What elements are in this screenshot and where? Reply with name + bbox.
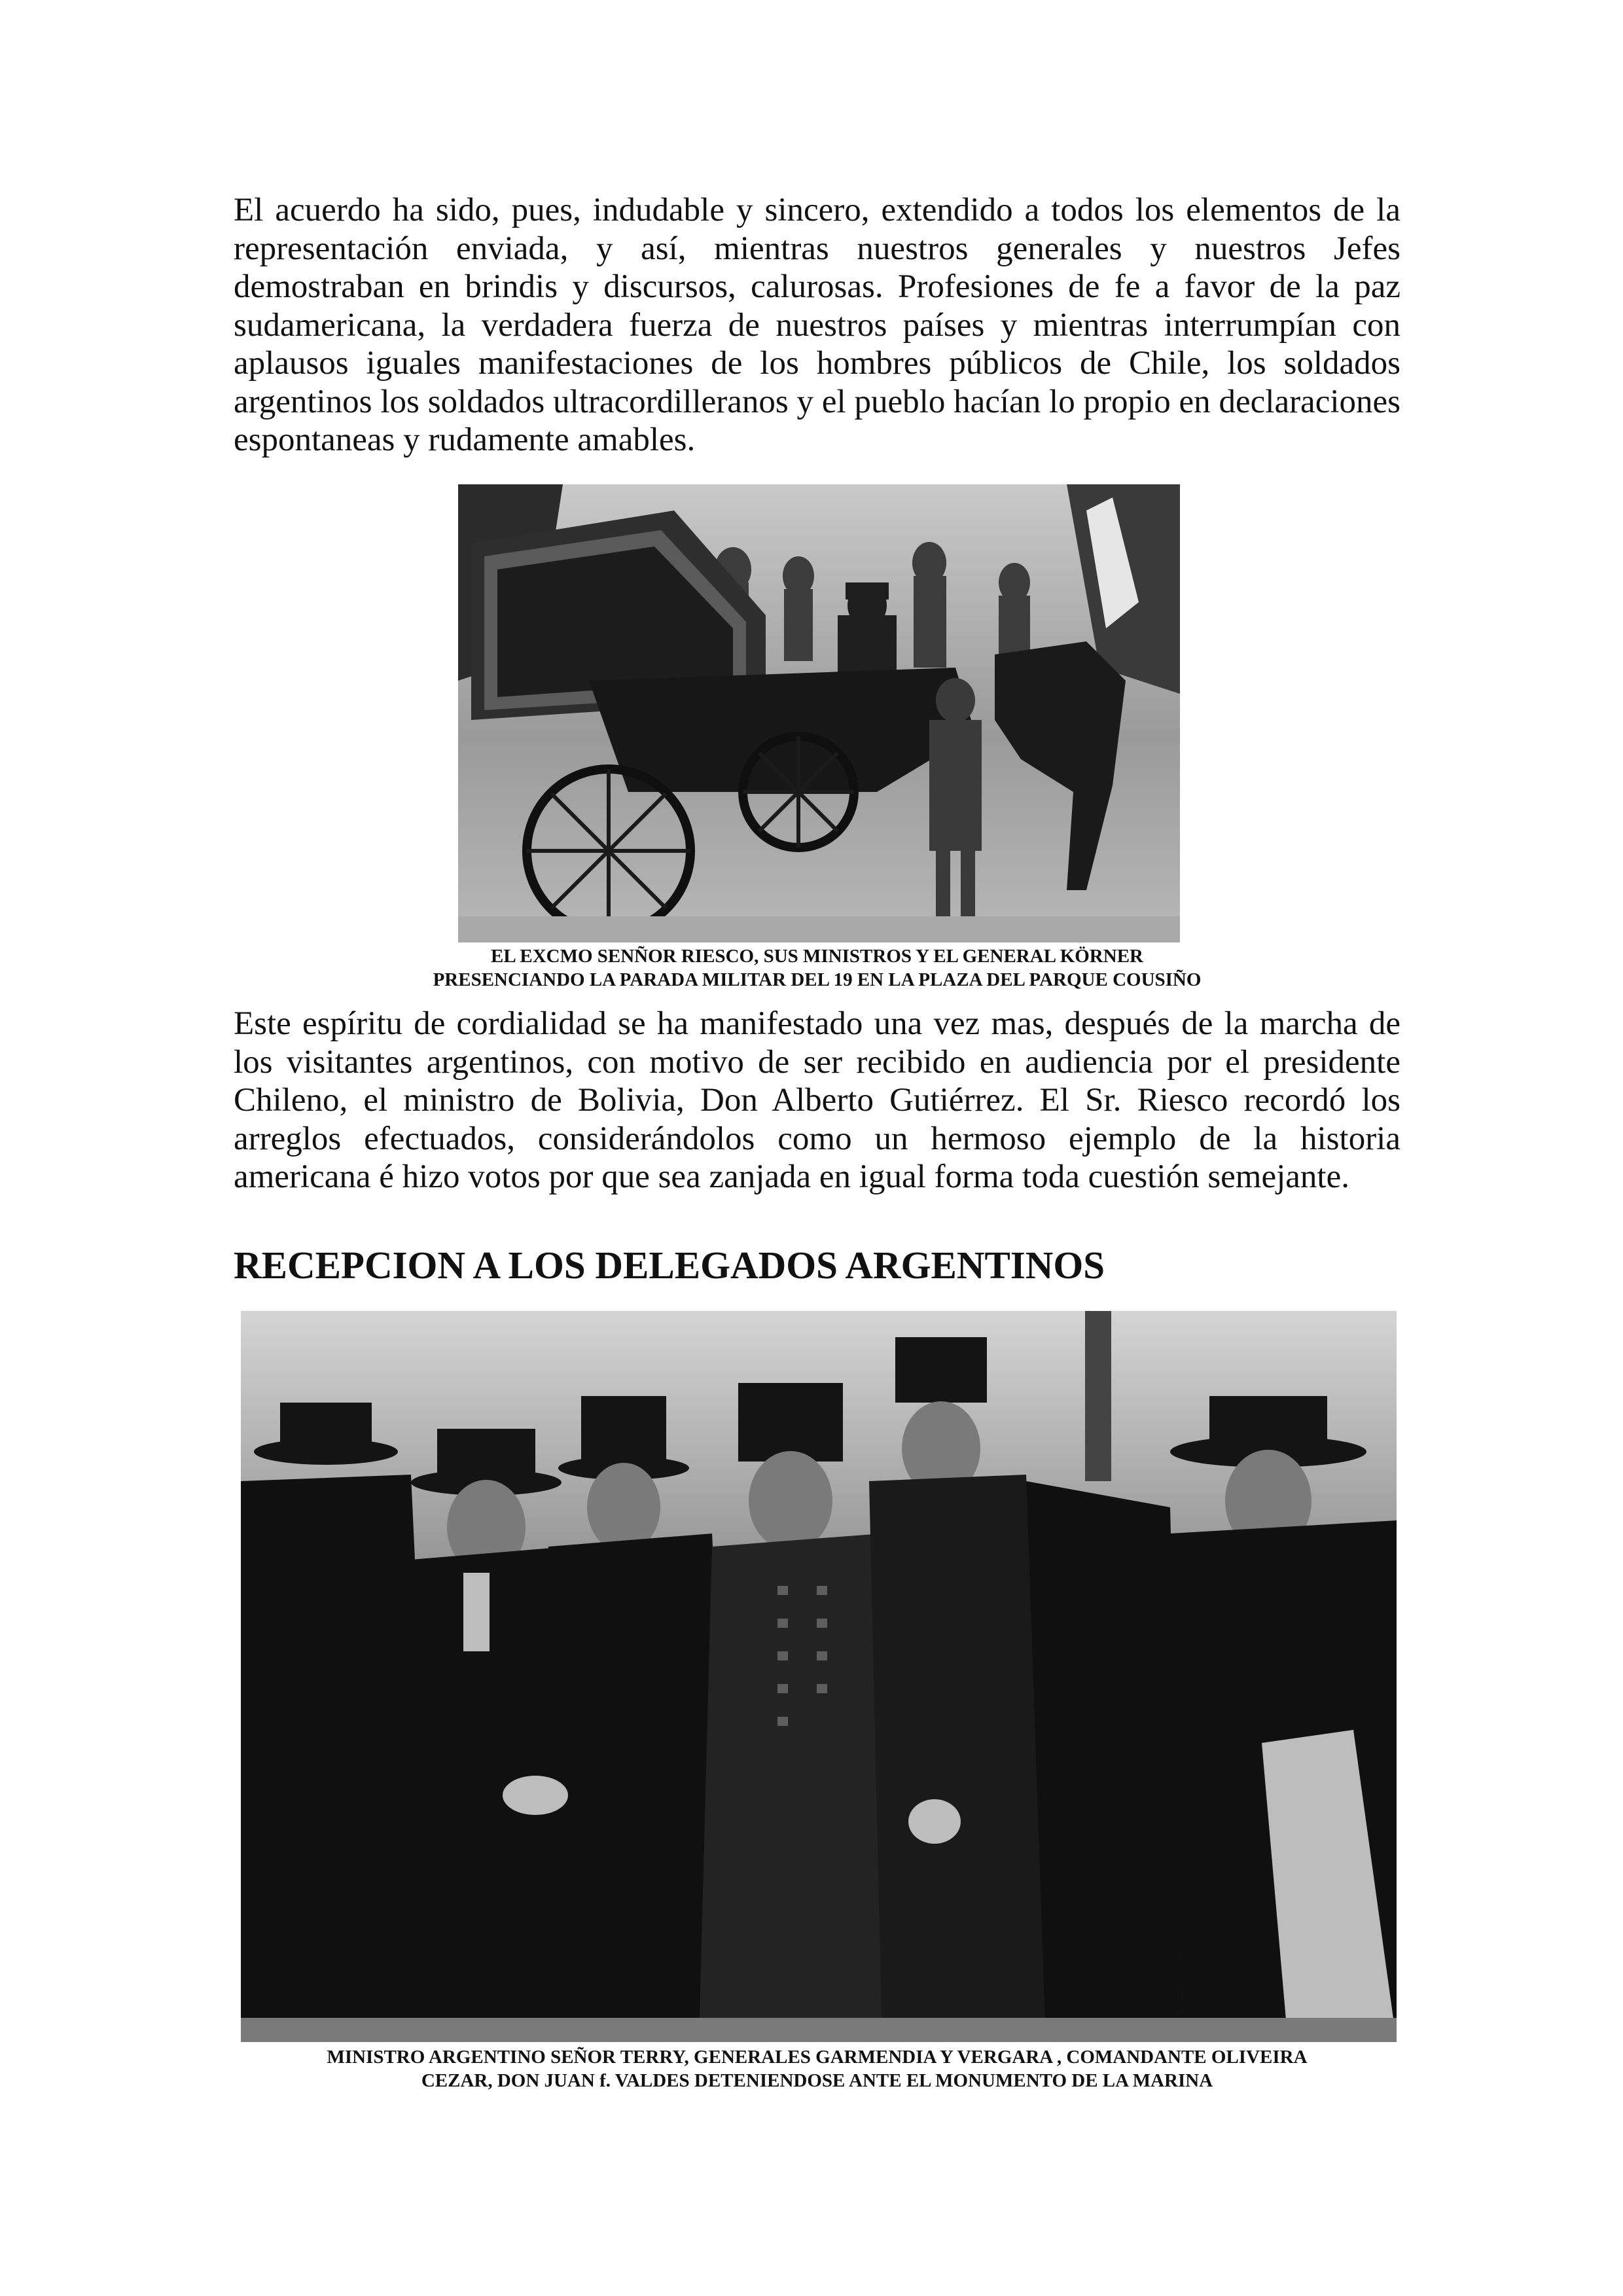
section-heading: RECEPCION A LOS DELEGADOS ARGENTINOS [234, 1244, 1105, 1287]
figure-2-caption [216, 2045, 1418, 2092]
figure-1-caption [234, 944, 1400, 992]
body-paragraph-1: El acuerdo ha sido, pues, indudable y sincero, extendido a todos los elementos de la representación enviada, y así, mientras nuestros generales y nuestros Jefes demostraban en brindis y discursos, calurosas. Profesiones de fe a favor de la paz sudamericana, la verdadera fuerza de nuestros países y mientras interrumpían con aplausos iguales manifestaciones de los hombres públicos de Chile, los soldados argentinos los soldados ultracordilleranos y el pueblo hacían lo propio en declaraciones espontaneas y rudamente amables. [234, 192, 1400, 458]
delegates-reception-illustration [241, 1311, 1397, 2042]
body-paragraph-2: Este espíritu de cordialidad se ha manifestado una vez mas, después de la marcha de los visitantes argentinos, con motivo de ser recibido en audiencia por el presidente Chileno, el ministro de Bolivia, Don Alberto Gutiérrez. El Sr. Riesco recordó los arreglos efectuados, considerándolos como un hermoso ejemplo de la historia americana é hizo votos por que sea zanjada en igual forma toda cuestión semejante. [234, 1005, 1400, 1195]
figure-1-caption-line-2: PRESENCIANDO LA PARADA MILITAR DEL 19 EN LA PLAZA DEL PARQUE COUSIÑO [433, 969, 1202, 990]
figure-1-caption-line-1: EL EXCMO SENÑOR RIESCO, SUS MINISTROS Y EL GENERAL KÖRNER [491, 946, 1143, 967]
delegates-reception-photo [241, 1311, 1397, 2042]
figure-2-caption-line-2: CEZAR, DON JUAN f. VALDES DETENIENDOSE ANTE EL MONUMENTO DE LA MARINA [421, 2070, 1213, 2091]
carriage-parade-illustration [458, 484, 1180, 942]
carriage-parade-photo [458, 484, 1180, 942]
figure-2-caption-line-1: MINISTRO ARGENTINO SEÑOR TERRY, GENERALES GARMENDIA Y VERGARA , COMANDANTE OLIVEIRA [327, 2047, 1308, 2068]
